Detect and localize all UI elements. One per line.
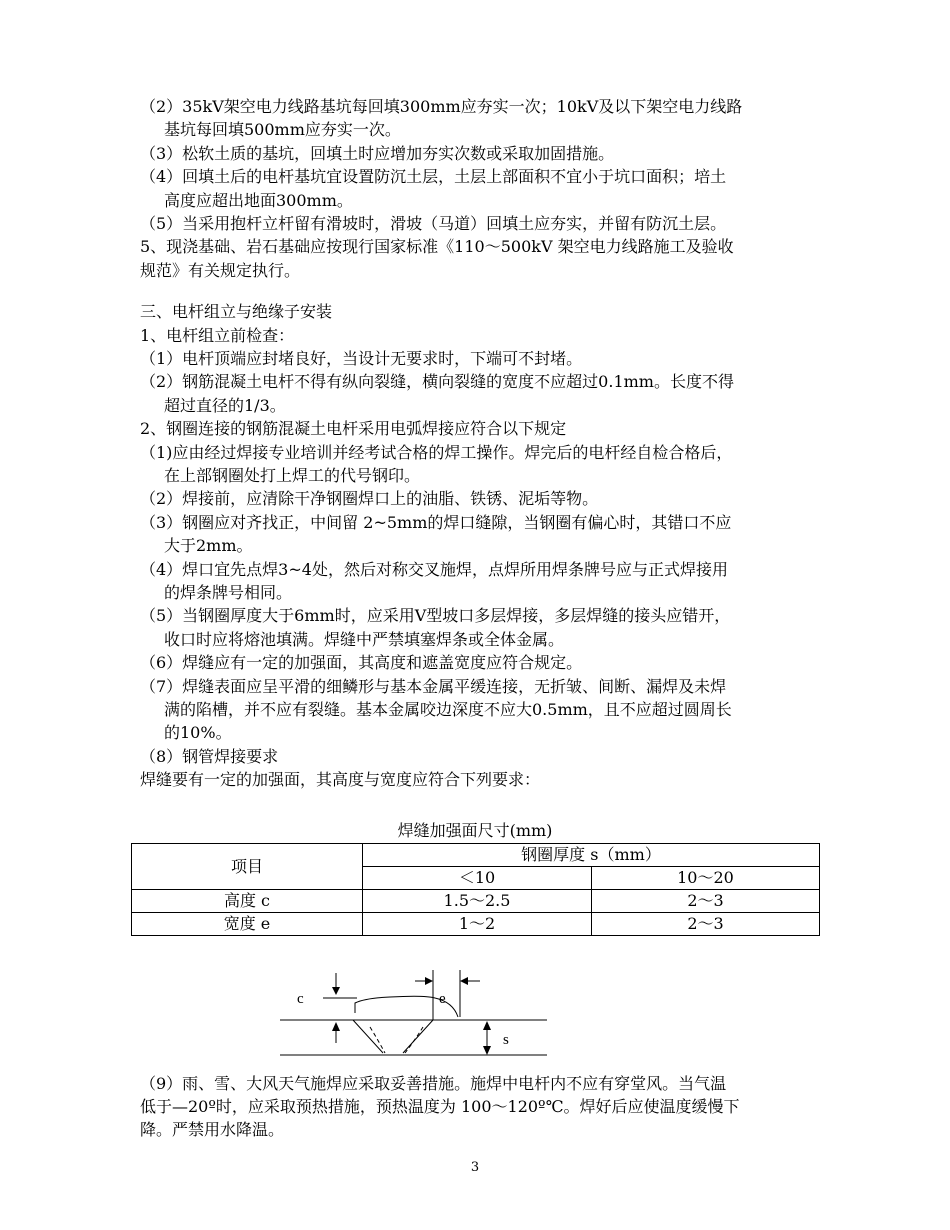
text-line: 基坑每回填500mm应夯实一次。: [164, 120, 401, 140]
text-line: （8）钢管焊接要求: [140, 746, 279, 766]
subheader-10-20: 10～20: [592, 867, 820, 890]
text-line: 的焊条牌号相同。: [164, 583, 293, 602]
weld-profile-diagram: [275, 965, 555, 1065]
text-line: （4）焊口宜先点焊3~4处，然后对称交叉施焊，点焊所用焊条牌号应与正式焊接用: [140, 559, 728, 579]
label-s: s: [503, 1032, 509, 1048]
text-line: 收口时应将熔池填满。焊缝中严禁填塞焊条或全体金属。: [164, 629, 565, 649]
cell-value: 2～3: [592, 890, 820, 913]
weld-reinforcement-table: [131, 843, 820, 936]
text-line: 超过直径的1/3。: [164, 395, 286, 415]
header-thickness: 钢圈厚度 s（mm）: [363, 844, 820, 867]
text-line: 大于2mm。: [164, 536, 253, 556]
row-label: 高度 c: [132, 890, 363, 913]
text-line: 5、现浇基础、岩石基础应按现行国家标准《110～500kV 架空电力线路施工及验收: [140, 237, 734, 257]
text-line: （2）35kV架空电力线路基坑每回填300mm应夯实一次；10kV及以下架空电力线路: [140, 97, 743, 116]
text-line: （6）焊缝应有一定的加强面，其高度和遮盖宽度应符合规定。: [140, 653, 583, 673]
text-line: 满的陷槽，并不应有裂缝。基本金属咬边深度不应大0.5mm，且不应超过圆周长: [164, 700, 732, 719]
text-line: 三、电杆组立与绝缘子安装: [140, 302, 333, 322]
text-line: （5）当采用抱杆立杆留有滑坡时，滑坡（马道）回填土应夯实，并留有防沉土层。: [140, 214, 727, 233]
label-e: e: [439, 991, 446, 1007]
table-caption: 焊缝加强面尺寸(mm): [397, 821, 553, 840]
text-line: （7）焊缝表面应呈平滑的细鳞形与基本金属平缓连接，无折皱、间断、漏焊及未焊: [140, 676, 727, 696]
text-line: 2、钢圈连接的钢筋混凝土电杆采用电弧焊接应符合以下规定: [140, 419, 567, 439]
text-line: 1、电杆组立前检查：: [140, 325, 295, 345]
text-line: 焊缝要有一定的加强面，其高度与宽度应符合下列要求：: [140, 770, 541, 790]
text-line: （3）松软土质的基坑，回填土时应增加夯实次数或采取加固措施。: [140, 143, 615, 163]
text-line: 在上部钢圈处打上焊工的代号钢印。: [164, 466, 421, 485]
text-line: （9）雨、雪、大风天气施焊应采取妥善措施。施焊中电杆内不应有穿堂风。当气温: [140, 1074, 727, 1093]
subheader-lt10: ＜10: [363, 867, 592, 890]
cell-value: 2～3: [592, 913, 820, 936]
table-row: [132, 913, 820, 936]
cell-value: 1.5～2.5: [363, 890, 592, 913]
text-line: （1)应由经过焊接专业培训并经考试合格的焊工操作。焊完后的电杆经自检合格后，: [140, 442, 733, 462]
text-line: （4）回填土后的电杆基坑宜设置防沉土层，土层上部面积不宜小于坑口面积；培土: [140, 167, 727, 187]
text-line: 低于—20º时，应采取预热措施，预热温度为 100～120º℃。焊好后应使温度缓慢下: [140, 1097, 740, 1116]
text-line: 规范》有关规定执行。: [140, 260, 301, 280]
text-line: （5）当钢圈厚度大于6mm时，应采用V型坡口多层焊接，多层焊缝的接头应错开，: [140, 606, 731, 626]
text-line: （1）电杆顶端应封堵良好，当设计无要求时，下端可不封堵。: [140, 349, 583, 368]
row-label: 宽度 e: [132, 913, 363, 936]
text-line: 的10%。: [164, 723, 232, 743]
cell-value: 1～2: [363, 913, 592, 936]
page-number: 3: [470, 1160, 480, 1175]
header-item: 项目: [132, 844, 363, 890]
text-line: （2）焊接前，应清除干净钢圈焊口上的油脂、铁锈、泥垢等物。: [140, 489, 599, 509]
label-c: c: [297, 991, 304, 1007]
text-line: （2）钢筋混凝土电杆不得有纵向裂缝，横向裂缝的宽度不应超过0.1mm。长度不得: [140, 372, 734, 392]
text-line: （3）钢圈应对齐找正，中间留 2~5mm的焊口缝隙，当钢圈有偏心时，其错口不应: [140, 512, 732, 532]
text-line: 高度应超出地面300mm。: [164, 190, 353, 210]
text-line: 降。严禁用水降温。: [140, 1120, 285, 1139]
table-row: [132, 890, 820, 913]
